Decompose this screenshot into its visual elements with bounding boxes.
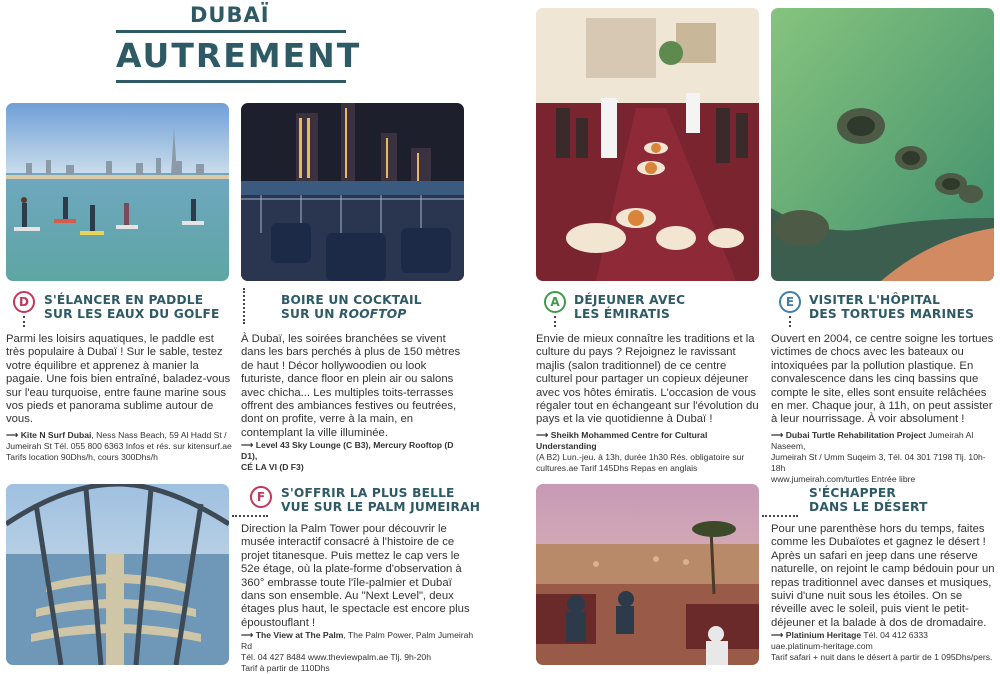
section-title-turtles-line1: VISITER L'HÔPITAL	[809, 293, 941, 307]
map-badge-a: A	[544, 291, 566, 313]
section-title-lunch-line1: DÉJEUNER AVEC	[574, 293, 686, 307]
section-title-rooftop	[281, 294, 422, 321]
info-lunch-line3: cultures.ae Tarif 145Dhs Repas en anglais	[536, 463, 698, 473]
section-title-rooftop-line2b: ROOFTOP	[339, 306, 407, 321]
arrow-icon: ⟶	[536, 430, 551, 440]
practical-info-palm	[241, 630, 476, 674]
arrow-icon: ⟶	[771, 630, 786, 640]
majlis-photo	[536, 8, 759, 281]
info-desert-line2: uae.platinum-heritage.com	[771, 641, 873, 651]
venue-name-desert: Platinium Heritage	[785, 630, 862, 640]
desert-camp-photo	[536, 484, 759, 665]
venue-name-turtles: Dubai Turtle Rehabilitation Project	[785, 430, 926, 440]
practical-info-rooftop	[241, 440, 471, 473]
info-palm-line2: Tél. 04 427 8484 www.theviewpalm.ae Tlj. 9h-20h	[241, 652, 431, 662]
section-title-turtles	[809, 294, 974, 321]
section-title-rooftop-line2a: SUR UN	[281, 306, 340, 321]
section-body-lunch: Envie de mieux connaître les traditions et la culture du pays ? Rejoignez le ravissant majlis (salon traditionnel) de ce centre culturel pour partager un copieux déjeuner avec vos hôtes émiratis. L'occasion de vous régaler tout en échangeant sur l'évolution du pays et la vie quotidienne à Dubaï !	[536, 333, 759, 426]
info-turtles-line1: Jumeirah Al Naseem,	[771, 430, 974, 451]
arrow-icon: ⟶	[771, 430, 786, 440]
venue-name-lunch: Sheikh Mohammed Centre for Cultural Understanding	[536, 430, 708, 451]
practical-info-turtles	[771, 430, 999, 485]
section-title-desert-line2: DANS LE DÉSERT	[809, 499, 928, 514]
arrow-icon: ⟶	[241, 440, 256, 450]
section-body-rooftop: À Dubaï, les soirées branchées se vivent dans les bars perchés à plus de 150 mètres de haut ! Décor hollywoodien ou look futuriste, dance floor en plein air ou salons avec chicha... Les multiples toits-terrasses offrent des ambiances festives ou feutrées, dont on profite, verre à la main, en contemplant la ville illuminée.	[241, 333, 461, 439]
section-title-lunch-line2: LES ÉMIRATIS	[574, 306, 670, 321]
section-title-palm-line2: VUE SUR LE PALM JUMEIRAH	[281, 499, 481, 514]
practical-info-paddle	[6, 430, 236, 463]
info-turtles-line2: Jumeirah St / Umm Suqeim 3, Tél. 04 301 7198 Tlj. 10h-18h	[771, 452, 986, 473]
header-rule-bottom	[116, 80, 346, 83]
section-title-desert-line1: S'ÉCHAPPER	[809, 486, 896, 500]
section-body-paddle: Parmi les loisirs aquatiques, le paddle est très populaire à Dubaï ! Sur le sable, testez votre équilibre et apprenez à manier la pagaie. Une fois bien entraîné, baladez-vous sur l'eau turquoise, entre faune marine sous vos pieds et panorama sublime autour de vous.	[6, 333, 231, 426]
section-body-palm: Direction la Palm Tower pour découvrir le musée interactif consacré à l'histoire de ce projet titanesque. Puis mettez le cap vers le 52e étage, où la plate-forme d'observation à 360° embrasse toute l'île-palmier et Dubaï dans son ensemble. Au "Next Level", deux étages plus haut, le spectacle est encore plus époustouflant !	[241, 523, 470, 629]
dotted-divider	[762, 515, 798, 517]
info-rooftop-line2: CÉ LA VI (D F3)	[241, 462, 304, 472]
section-title-desert	[809, 487, 928, 514]
info-paddle-line1: , Ness Nass Beach, 59 Al Hadd St /	[91, 430, 227, 440]
info-desert-line1: Tél. 04 412 6333	[861, 630, 928, 640]
section-title-paddle-line1: S'ÉLANCER EN PADDLE	[44, 293, 204, 307]
map-badge-d: D	[13, 291, 35, 313]
info-paddle-line3: Tarifs location 90Dhs/h, cours 300Dhs/h	[6, 452, 158, 462]
dotted-divider	[554, 316, 556, 327]
page-title: AUTREMENT	[116, 36, 362, 75]
practical-info-desert	[771, 630, 999, 663]
practical-info-lunch	[536, 430, 766, 474]
dotted-divider	[789, 316, 791, 327]
info-palm-line1: , The Palm Power, Palm Jumeirah Rd	[241, 630, 474, 651]
section-title-turtles-line2: DES TORTUES MARINES	[809, 306, 975, 321]
header-rule-top	[116, 30, 346, 33]
venue-name-paddle: Kite N Surf Dubai	[20, 430, 92, 440]
turtles-photo	[771, 8, 994, 281]
palm-view-photo	[6, 484, 229, 665]
info-palm-line3: Tarif à partir de 110Dhs	[241, 663, 330, 673]
section-title-paddle-line2: SUR LES EAUX DU GOLFE	[44, 306, 220, 321]
section-title-palm	[281, 487, 480, 514]
dotted-divider	[232, 515, 268, 517]
map-badge-e: E	[779, 291, 801, 313]
section-title-rooftop-line1: BOIRE UN COCKTAIL	[281, 293, 422, 307]
section-title-paddle	[44, 294, 220, 321]
venue-name-palm: The View at The Palm	[255, 630, 344, 640]
arrow-icon: ⟶	[241, 630, 256, 640]
paddle-photo	[6, 103, 229, 281]
dotted-divider	[243, 288, 245, 324]
info-rooftop-line1: Level 43 Sky Lounge (C B3), Mercury Rooftop (D D1),	[241, 440, 454, 461]
info-lunch-line2: (A B2) Lun.-jeu. à 13h, durée 1h30 Rés. obligatoire sur	[536, 452, 745, 462]
map-badge-f: F	[250, 486, 272, 508]
section-title-lunch	[574, 294, 685, 321]
dotted-divider	[23, 316, 25, 327]
section-body-desert: Pour une parenthèse hors du temps, faites comme les Dubaïotes et gagnez le désert ! Après un safari en jeep dans une réserve naturelle, on rejoint le camp bédouin pour un repas traditionnel avec danses et musiques, suivi d'une nuit sous les étoiles. On se réveille avec le soleil, puis vient le petit-déjeuner et la balade à dos de dromadaire.	[771, 523, 995, 629]
arrow-icon: ⟶	[6, 430, 21, 440]
info-paddle-line2: Jumeirah St Tél. 055 800 6363 Infos et rés. sur kitensurf.ae	[6, 441, 232, 451]
header-kicker: DUBAÏ	[190, 3, 270, 27]
section-title-palm-line1: S'OFFRIR LA PLUS BELLE	[281, 486, 455, 500]
section-body-turtles: Ouvert en 2004, ce centre soigne les tortues victimes de chocs avec les bateaux ou intoxiquées par la pollution plastique. En convalescence dans les cinq bassins que compte le site, elles sont ensuite relâchées en mer. Chaque jour, à 11h, on peut assister à leur nourrissage. À voir absolument !	[771, 333, 994, 426]
info-turtles-line3: www.jumeirah.com/turtles Entrée libre	[771, 474, 916, 484]
rooftop-photo	[241, 103, 464, 281]
info-desert-line3: Tarif safari + nuit dans le désert à partir de 1 095Dhs/pers.	[771, 652, 993, 662]
